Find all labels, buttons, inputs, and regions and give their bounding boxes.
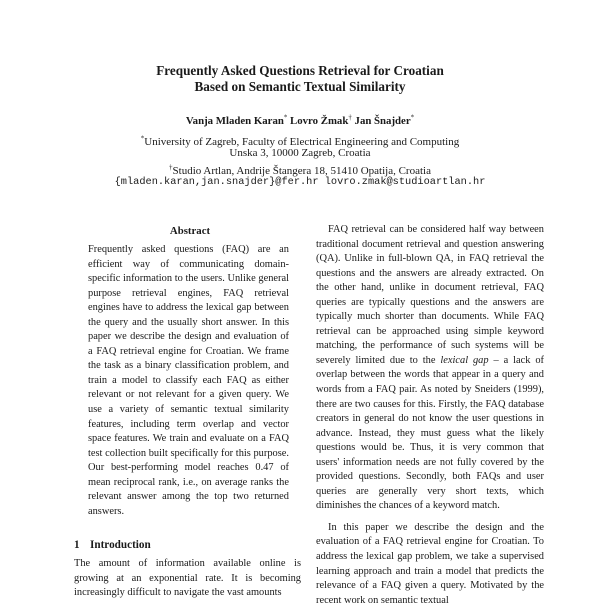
paragraph-text: FAQ retrieval can be considered half way between traditional document retrieval and question answering (QA). Unlike in full-blown QA, in FAQ retrieval the questions and the answers are already extracted. On the other hand, unlike in document retrieval, FAQ queries are typically questions and the answers are typically much shorter than documents. While FAQ retrieval can be approached using simple keyword matching, the performance of such systems will be severely limited due to the — [316, 224, 544, 366]
introduction-body: The amount of information available online is growing at an exponential rate. It is becoming increasingly difficult to navigate the vast amounts — [74, 558, 301, 599]
section-heading-introduction — [74, 539, 151, 551]
affiliation-text: University of Zagreb, Faculty of Electrical Engineering and Computing — [144, 136, 460, 148]
author-name: Vanja Mladen Karan — [185, 115, 284, 127]
author-affiliation-mark: * — [410, 113, 415, 122]
affiliation-text: Studio Artlan, Andrije Štangera 18, 51410 Opatija, Croatia — [172, 165, 431, 177]
paragraph-text: – a lack of overlap between the words that appear in a query and words from a FAQ pair. As noted by Sneiders (1999), there are two causes for this. Firstly, the FAQ database creators in general do not know the user questions in advance. Instead, they must guess what the likely questions would be. Thus, it is very common that users' information needs are not fully covered by the provided questions. Secondly, both FAQs and user queries are generally very short texts, which diminishes the chances of a keyword match. — [316, 354, 544, 512]
author-affiliation-mark: † — [348, 113, 352, 122]
paragraph: In this paper we describe the design and the evaluation of a FAQ retrieval engine for Croatian. To address the lexical gap problem, we take a supervised learning approach and train a model that predicts the relevance of a FAQ given a query. Motivated by the recent work on semantic textual — [316, 521, 544, 606]
section-number: 1 — [74, 539, 80, 551]
author-list — [0, 115, 600, 128]
paper-title-line-1: Frequently Asked Questions Retrieval for Croatian — [156, 63, 444, 78]
author-affiliation-mark: * — [283, 113, 288, 122]
affiliation-mark: * — [140, 134, 145, 143]
author-name: Lovro Žmak — [290, 115, 349, 127]
affiliation-address: Unska 3, 10000 Zagreb, Croatia — [229, 147, 371, 159]
paragraph — [316, 223, 544, 514]
abstract-heading: Abstract — [169, 225, 211, 237]
paper-title-line-2: Based on Semantic Textual Similarity — [194, 79, 406, 94]
affiliation-mark: † — [169, 163, 173, 172]
abstract-body: Frequently asked questions (FAQ) are an efficient way of communicating domain-specific information to the users. Unlike general purpose retrieval engines, FAQ retrieval engines have to address the lexical gap between the query and the usually short answer. In this paper we describe the design and evaluation of a FAQ retrieval engine for Croatian. We frame the task as a binary classification problem, and train a model to classify each FAQ as either relevant or not relevant for a given query. We use a variety of semantic textual similarity features, including term overlap and vector space features. We train and evaluate on a FAQ test collection built specifically for this purpose. Our best-performing model reaches 0.47 of mean reciprocal rank, i.e., on average ranks the relevant answer among the top two returned answers. — [88, 244, 289, 517]
section-title: Introduction — [90, 539, 151, 551]
emphasized-term: lexical gap — [440, 354, 489, 366]
author-emails: {mladen.karan,jan.snajder}@fer.hr lovro.zmak@studioartlan.hr — [114, 176, 486, 188]
author-name: Jan Šnajder — [354, 115, 411, 127]
right-column-text — [316, 223, 544, 608]
